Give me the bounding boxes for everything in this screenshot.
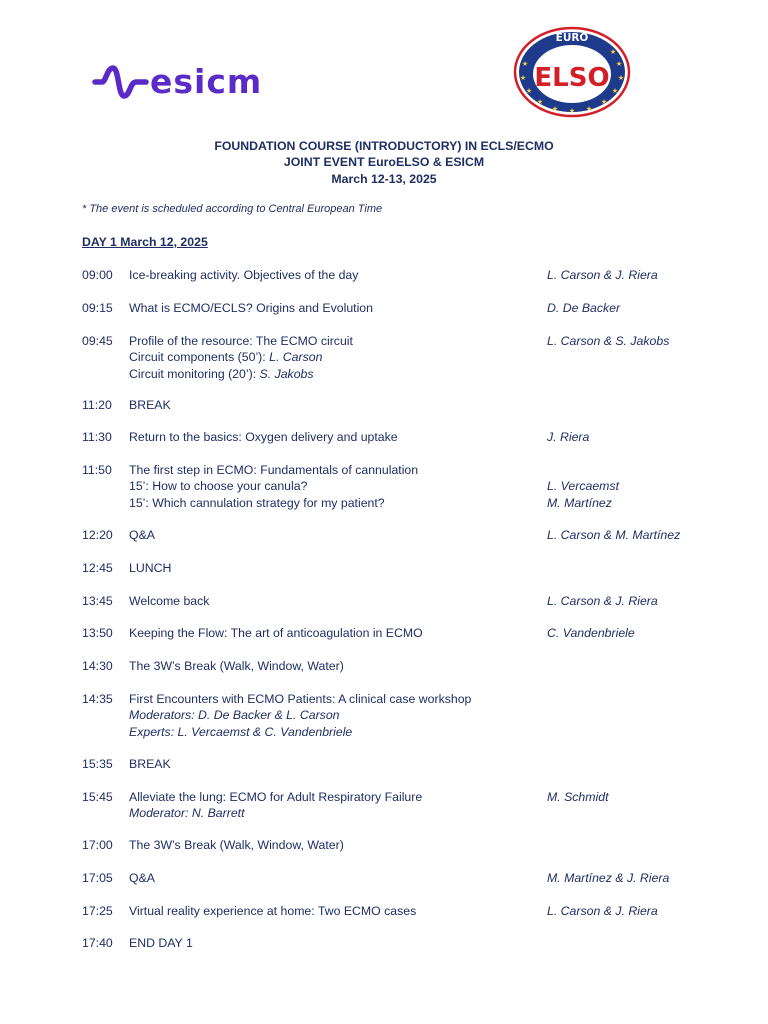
agenda-speaker: C. Vandenbriele <box>547 626 635 640</box>
agenda-time: 17:00 <box>82 838 113 852</box>
agenda-title: The 3W’s Break (Walk, Window, Water) <box>129 838 344 852</box>
svg-text:★: ★ <box>611 87 619 95</box>
agenda-time: 14:30 <box>82 659 113 673</box>
agenda-subitem-text: Circuit components (50’): <box>129 350 270 365</box>
agenda-title: The first step in ECMO: Fundamentals of cannulation <box>129 463 419 477</box>
agenda-time: 09:00 <box>82 268 113 282</box>
agenda-speaker: L. Carson & J. Riera <box>547 904 658 918</box>
agenda-time: 11:20 <box>82 398 112 412</box>
agenda-subitem-speaker: M. Martínez <box>547 495 612 510</box>
agenda-subitem: 15’: Which cannulation strategy for my patient? <box>129 495 385 510</box>
event-subtitle: JOINT EVENT EuroELSO & ESICM <box>283 155 485 170</box>
agenda-subitem-speaker: L. Carson <box>269 350 323 365</box>
agenda-time: 13:50 <box>82 626 113 640</box>
agenda-title: Alleviate the lung: ECMO for Adult Respiratory Failure <box>129 790 423 804</box>
agenda-time: 12:20 <box>82 528 113 542</box>
euroelso-logo-top-text: EURO <box>555 32 589 44</box>
agenda-time: 17:40 <box>82 936 113 950</box>
agenda-title: Return to the basics: Oxygen delivery and uptake <box>129 430 398 444</box>
agenda-subitem-text: Circuit monitoring (20’): <box>129 366 260 381</box>
agenda-time: 17:05 <box>82 871 113 885</box>
svg-text:★: ★ <box>600 98 608 106</box>
agenda-title: Q&A <box>129 528 155 542</box>
agenda-title: Ice-breaking activity. Objectives of the day <box>129 268 359 282</box>
agenda-speaker: L. Carson & J. Riera <box>547 594 658 608</box>
agenda-title: First Encounters with ECMO Patients: A clinical case workshop <box>129 692 472 706</box>
agenda-subitem <box>129 366 539 382</box>
agenda-subitem-speaker: L. Vercaemst <box>547 479 619 494</box>
euroelso-logo-main-text: ELSO <box>534 63 610 93</box>
agenda-time: 15:45 <box>82 790 113 804</box>
agenda-subitem <box>129 349 539 365</box>
agenda-time: 11:50 <box>82 463 112 477</box>
agenda-speaker: M. Martínez & J. Riera <box>547 871 670 885</box>
agenda-moderators: Moderators: D. De Backer & L. Carson <box>129 708 340 723</box>
day-title: DAY 1 March 12, 2025 <box>82 235 208 249</box>
esicm-logo-text: esicm <box>150 62 263 101</box>
event-dates: March 12-13, 2025 <box>331 171 437 186</box>
svg-text:★: ★ <box>568 107 576 115</box>
svg-text:★: ★ <box>519 74 527 82</box>
agenda-time: 14:35 <box>82 692 113 706</box>
agenda-title: Virtual reality experience at home: Two ECMO cases <box>129 904 417 918</box>
agenda-title: END DAY 1 <box>129 936 193 950</box>
agenda-speaker: M. Schmidt <box>547 790 609 804</box>
agenda-title: Profile of the resource: The ECMO circuit <box>129 334 353 348</box>
agenda-moderators: Moderator: N. Barrett <box>129 806 245 821</box>
svg-text:★: ★ <box>525 87 533 95</box>
agenda-title: Q&A <box>129 871 155 885</box>
svg-text:★: ★ <box>521 60 529 68</box>
agenda-title: The 3W’s Break (Walk, Window, Water) <box>129 659 344 673</box>
agenda-title: Keeping the Flow: The art of anticoagulation in ECMO <box>129 626 423 640</box>
agenda-time: 13:45 <box>82 594 113 608</box>
course-header <box>0 138 768 187</box>
agenda-time: 09:45 <box>82 334 113 348</box>
svg-text:★: ★ <box>615 60 623 68</box>
agenda-speaker: D. De Backer <box>547 301 621 315</box>
esicm-logo <box>92 60 282 106</box>
agenda-title: BREAK <box>129 398 171 412</box>
agenda-title: What is ECMO/ECLS? Origins and Evolution <box>129 301 373 315</box>
svg-text:★: ★ <box>551 105 559 113</box>
svg-text:★: ★ <box>536 98 544 106</box>
agenda-speaker: L. Carson & S. Jakobs <box>547 334 670 348</box>
agenda-title: Welcome back <box>129 594 210 608</box>
agenda-time: 09:15 <box>82 301 113 315</box>
svg-text:★: ★ <box>617 74 625 82</box>
agenda-subitem-speaker: S. Jakobs <box>259 366 314 381</box>
agenda-speaker: L. Carson & J. Riera <box>547 268 658 282</box>
euroelso-logo <box>513 26 631 118</box>
agenda-subitem: 15’: How to choose your canula? <box>129 479 308 494</box>
agenda-experts: Experts: L. Vercaemst & C. Vandenbriele <box>129 724 353 739</box>
agenda-time: 15:35 <box>82 757 113 771</box>
agenda-title: BREAK <box>129 757 171 771</box>
agenda-speaker: L. Carson & M. Martínez <box>547 528 681 542</box>
agenda-time: 12:45 <box>82 561 113 575</box>
course-title: FOUNDATION COURSE (INTRODUCTORY) IN ECLS/ECMO <box>214 139 554 153</box>
timezone-note: * The event is scheduled according to Central European Time <box>82 203 383 215</box>
svg-text:★: ★ <box>585 105 593 113</box>
agenda-time: 11:30 <box>82 430 112 444</box>
agenda-title: LUNCH <box>129 561 172 575</box>
agenda-speaker: J. Riera <box>547 430 590 444</box>
agenda-time: 17:25 <box>82 904 113 918</box>
svg-text:★: ★ <box>609 48 617 56</box>
